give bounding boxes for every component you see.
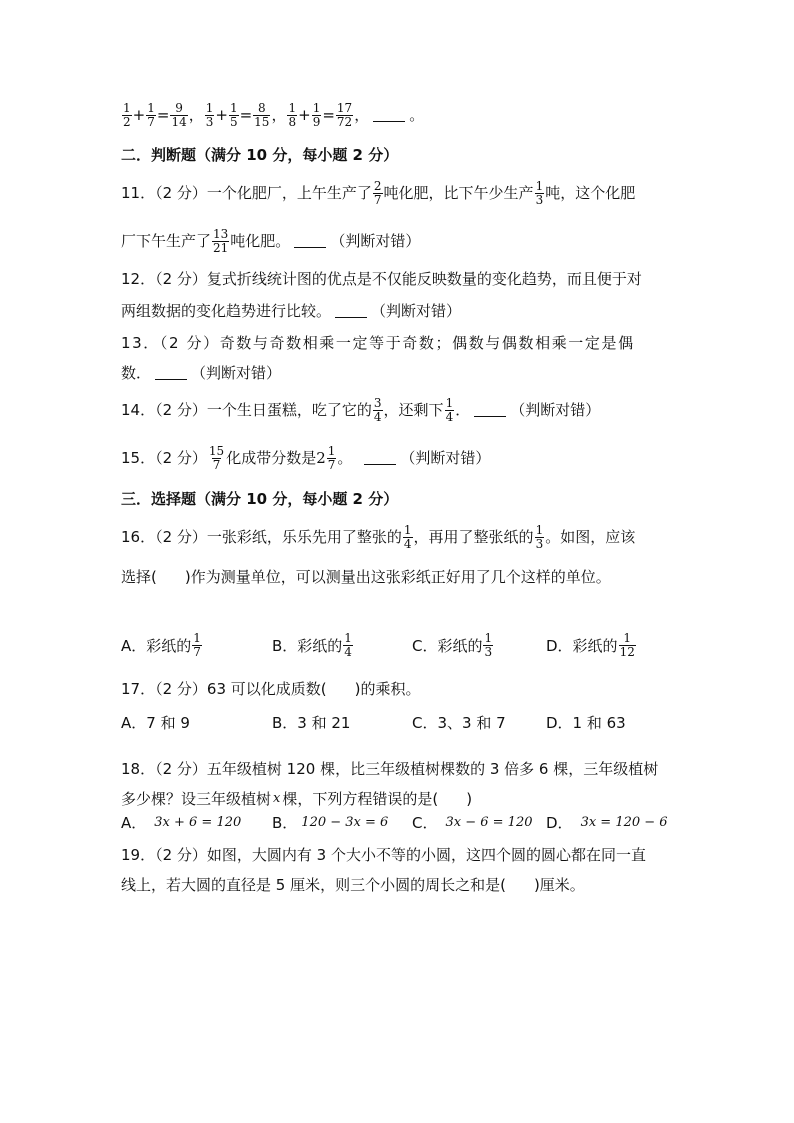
fraction-pattern-line: $\frac{1}{2}$ + $\frac{1}{7}$ = $\frac{9}{14}$ ， $\frac{1}{3}$ + $\frac{1}{5}$ = $\frac{8}{15}$ ， $\frac{1}{8}$ + $\frac{1}{9}$ = $\frac{17}{72}$ ， 。 (123, 100, 425, 129)
question-19: 19．（2 分）如图，大圆内有 3 个大小不等的小圆，这四个圆的圆心都在同一直 (121, 846, 646, 864)
fraction: $\frac{2}{7}$ (373, 178, 382, 207)
section-title: 三．选择题（满分 10 分，每小题 2 分） (121, 490, 399, 508)
option-b[interactable]: B．彩纸的 $\frac{1}{4}$ (272, 631, 352, 659)
question-17: 17．（2 分）63 可以化成质数( )的乘积。 (121, 680, 421, 698)
answer-blank[interactable] (294, 235, 326, 248)
question-18-cont: 多少棵？设三年级植树 x 棵，下列方程错误的是( ) (121, 790, 473, 808)
question-13-cont: 数． （判断对错） (121, 364, 282, 382)
fraction: $\frac{3}{4}$ (373, 395, 382, 424)
fraction: $\frac{1}{5}$ (229, 100, 238, 129)
question-11: 11．（2 分）一个化肥厂，上午生产了 $\frac{2}{7}$ 吨化肥，比下午少生产 $\frac{1}{3}$ 吨，这个化肥 (121, 178, 636, 207)
section-title: 二．判断题（满分 10 分，每小题 2 分） (121, 146, 399, 164)
option-b[interactable]: B．3 和 21 (272, 714, 351, 732)
fraction: $\frac{1}{4}$ (403, 522, 412, 551)
option-c[interactable]: C．3、3 和 7 (412, 714, 506, 732)
option-a[interactable]: A．7 和 9 (121, 714, 190, 732)
fraction: $\frac{1}{3}$ (535, 178, 544, 207)
question-11-cont: 厂下午生产了 $\frac{13}{21}$ 吨化肥。 （判断对错） (121, 226, 421, 255)
fraction: $\frac{17}{72}$ (336, 100, 353, 129)
mixed-number: 2 $\frac{1}{7}$ (316, 443, 336, 472)
option-a[interactable]: A． 3x + 6 = 120 (121, 814, 242, 832)
fraction: $\frac{1}{3}$ (205, 100, 214, 129)
option-a[interactable]: A．彩纸的 $\frac{1}{7}$ (121, 631, 201, 659)
question-19-cont: 线上，若大圆的直径是 5 厘米，则三个小圆的周长之和是( )厘米。 (121, 876, 585, 894)
fraction: $\frac{1}{2}$ (123, 100, 131, 129)
fraction: $\frac{1}{9}$ (312, 100, 321, 129)
question-18: 18．（2 分）五年级植树 120 棵，比三年级植树棵数的 3 倍多 6 棵，三年级植树 (121, 760, 659, 778)
fraction: $\frac{1}{4}$ (445, 395, 454, 424)
option-d[interactable]: D．彩纸的 $\frac{1}{12}$ (546, 631, 635, 659)
answer-blank[interactable] (373, 109, 405, 122)
question-15: 15．（2 分） $\frac{15}{7}$ 化成带分数是 2 $\frac{1}{7}$ 。 （判断对错） (121, 443, 491, 472)
fraction: $\frac{9}{14}$ (171, 100, 187, 129)
option-c[interactable]: C．彩纸的 $\frac{1}{3}$ (412, 631, 493, 659)
answer-blank[interactable] (335, 305, 367, 318)
fraction: $\frac{15}{7}$ (208, 443, 225, 472)
question-16: 16．（2 分）一张彩纸，乐乐先用了整张的 $\frac{1}{4}$ ，再用了整张纸的 $\frac{1}{3}$ 。如图，应该 (121, 522, 636, 551)
answer-blank[interactable] (155, 367, 187, 380)
fraction: $\frac{13}{21}$ (213, 226, 229, 255)
option-d[interactable]: D．1 和 63 (546, 714, 626, 732)
fraction: $\frac{1}{8}$ (288, 100, 297, 129)
question-13: 13．（2 分）奇数与奇数相乘一定等于奇数；偶数与偶数相乘一定是偶 (121, 334, 635, 352)
option-c[interactable]: C． 3x − 6 = 120 (412, 814, 533, 832)
option-b[interactable]: B． 120 − 3x = 6 (272, 814, 389, 832)
fraction: $\frac{1}{3}$ (535, 522, 544, 551)
answer-blank[interactable] (474, 404, 506, 417)
question-14: 14．（2 分）一个生日蛋糕，吃了它的 $\frac{3}{4}$ ，还剩下 $\frac{1}{4}$ ． （判断对错） (121, 395, 601, 424)
fraction: $\frac{8}{15}$ (254, 100, 270, 129)
option-d[interactable]: D． 3x = 120 − 6 (546, 814, 668, 832)
question-12: 12．（2 分）复式折线统计图的优点是不仅能反映数量的变化趋势，而且便于对 (121, 270, 642, 288)
question-16-cont: 选择( )作为测量单位，可以测量出这张彩纸正好用了几个这样的单位。 (121, 568, 611, 586)
answer-blank[interactable] (364, 452, 396, 465)
fraction: $\frac{1}{7}$ (147, 100, 155, 129)
question-12-cont: 两组数据的变化趋势进行比较。 （判断对错） (121, 302, 462, 320)
